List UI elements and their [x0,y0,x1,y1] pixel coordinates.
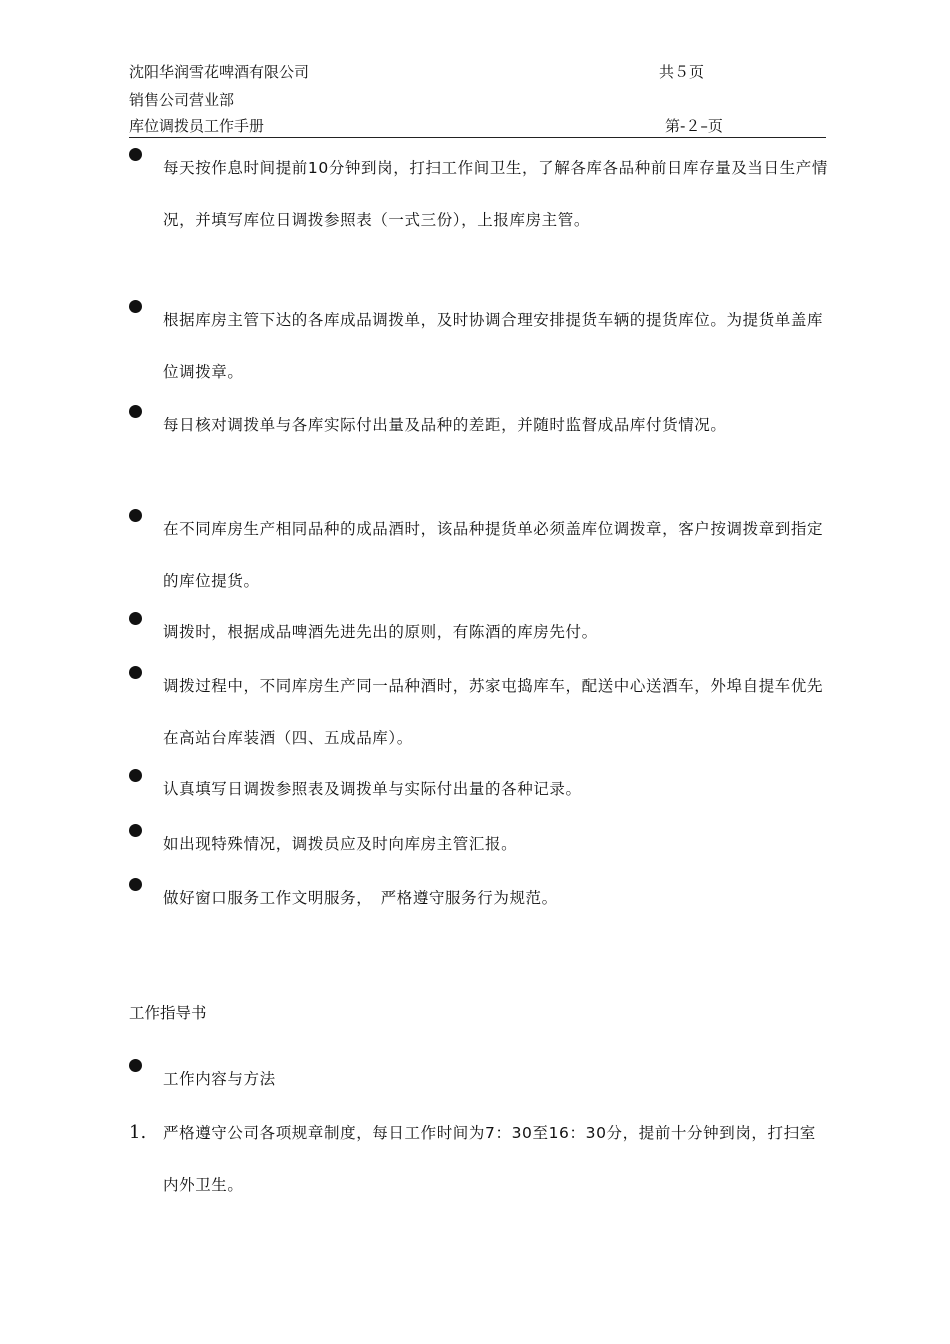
duty-text: 每天按作息时间提前10分钟到岗，打扫工作间卫生，了解各库各品种前日库存量及当日生产情况，并填写库位日调拨参照表（一式三份），上报库房主管。 [163,159,828,229]
duty-text: 根据库房主管下达的各库成品调拨单，及时协调合理安排提货车辆的提货库位。为提货单盖库位调拨章。 [163,311,824,381]
bullet-icon [129,1059,142,1072]
duty-text: 在不同库房生产相同品种的成品酒时，该品种提货单必须盖库位调拨章，客户按调拨章到指定的库位提货。 [163,520,824,590]
item-text: 严格遵守公司各项规章制度，每日工作时间为7：30至16：30分，提前十分钟到岗，打扫室内外卫生。 [163,1124,816,1194]
duty-text: 每日核对调拨单与各库实际付出量及品种的差距，并随时监督成品库付货情况。 [163,416,727,434]
subheading-text: 工作内容与方法 [163,1070,276,1088]
bullet-icon [129,509,142,522]
company-name: 沈阳华润雪花啤酒有限公司 [129,63,310,81]
duty-text: 如出现特殊情况，调拨员应及时向库房主管汇报。 [163,835,518,853]
bullet-icon [129,769,142,782]
page-number: 第-２–页 [665,117,723,135]
duty-text: 认真填写日调拨参照表及调拨单与实际付出量的各种记录。 [163,780,582,798]
bullet-icon [129,148,142,161]
duty-text: 调拨时，根据成品啤酒先进先出的原则，有陈酒的库房先付。 [163,623,598,641]
manual-title: 库位调拨员工作手册 [129,117,265,135]
bullet-icon [129,878,142,891]
total-pages: 共５页 [659,63,705,81]
bullet-icon [129,666,142,679]
item-number: 1. [129,1122,147,1143]
duty-text: 调拨过程中，不同库房生产同一品种酒时，苏家屯捣库车，配送中心送酒车，外埠自提车优先在高站台库装酒（四、五成品库）。 [163,677,824,747]
header-divider [129,137,826,138]
bullet-icon [129,824,142,837]
department-name: 销售公司营业部 [129,91,235,109]
bullet-icon [129,405,142,418]
duty-text: 做好窗口服务工作文明服务， 严格遵守服务行为规范。 [163,889,558,907]
section-title: 工作指导书 [129,1004,207,1022]
bullet-icon [129,612,142,625]
bullet-icon [129,300,142,313]
